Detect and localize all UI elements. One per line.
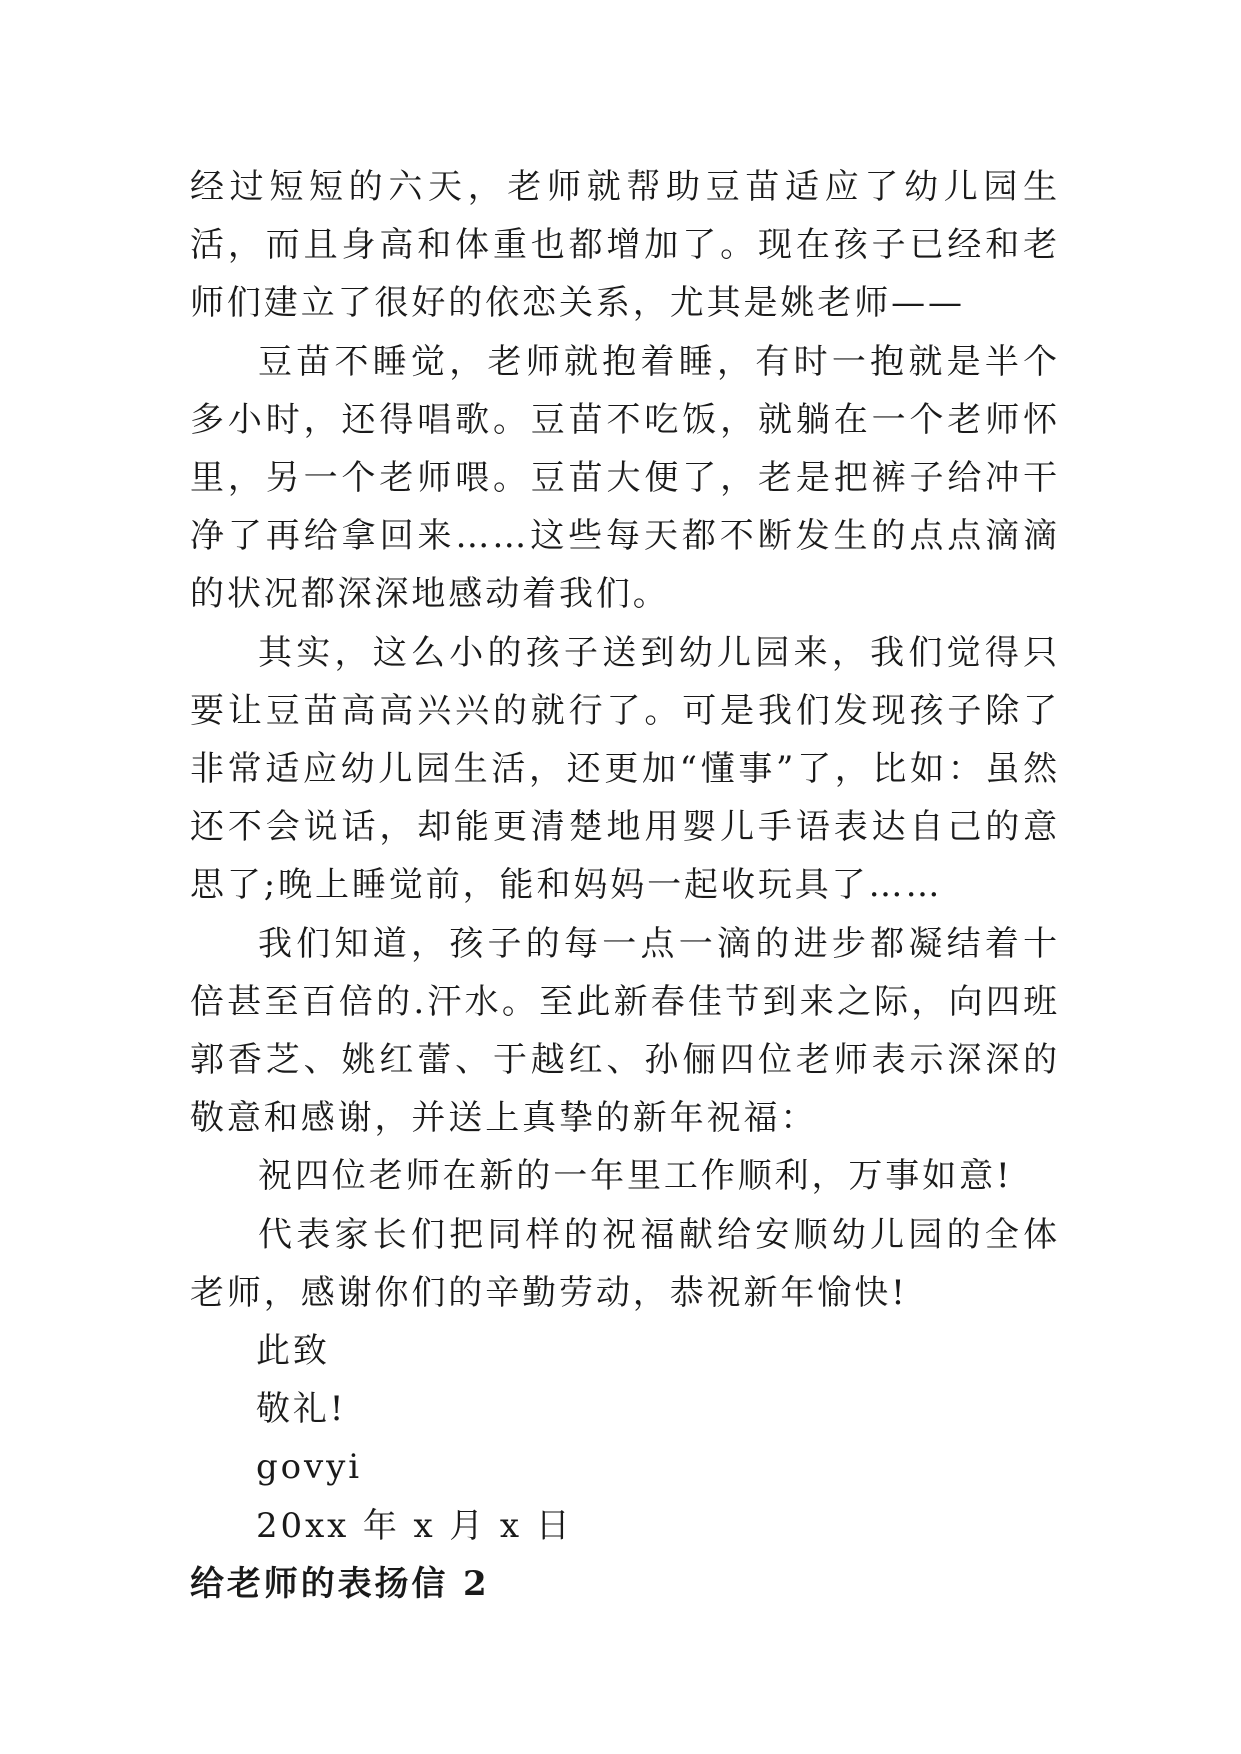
signature: govyi [256, 1447, 363, 1488]
paragraph-1: 经过短短的六天，老师就帮助豆苗适应了幼儿园生活，而且身高和体重也都增加了。现在孩子已经和老师们建立了很好的依恋关系，尤其是姚老师—— [190, 167, 1060, 324]
salutation-line-2: 敬礼! [256, 1389, 347, 1430]
paragraph-2: 豆苗不睡觉，老师就抱着睡，有时一抱就是半个多小时，还得唱歌。豆苗不吃饭，就躺在一个老师怀里，另一个老师喂。豆苗大便了，老是把裤子给冲干净了再给拿回来……这些每天都不断发生的点点滴滴的状况都深深地感动着我们。 [190, 341, 1060, 615]
salutation-line-1: 此致 [256, 1331, 330, 1372]
next-letter-heading: 给老师的表扬信 2 [190, 1563, 490, 1604]
letter-date: 20xx 年 x 月 x 日 [256, 1505, 573, 1546]
paragraph-3: 其实，这么小的孩子送到幼儿园来，我们觉得只要让豆苗高高兴兴的就行了。可是我们发现孩子除了非常适应幼儿园生活，还更加“懂事”了，比如：虽然还不会说话，却能更清楚地用婴儿手语表达自己的意思了;晚上睡觉前，能和妈妈一起收玩具了…… [190, 632, 1060, 906]
paragraph-6: 代表家长们把同样的祝福献给安顺幼儿园的全体老师，感谢你们的辛勤劳动，恭祝新年愉快! [190, 1214, 1060, 1313]
paragraph-5: 祝四位老师在新的一年里工作顺利，万事如意! [258, 1156, 1013, 1197]
paragraph-4: 我们知道，孩子的每一点一滴的进步都凝结着十倍甚至百倍的.汗水。至此新春佳节到来之际，向四班郭香芝、姚红蕾、于越红、孙俪四位老师表示深深的敬意和感谢，并送上真挚的新年祝福： [190, 923, 1060, 1139]
letter-page [190, 158, 1060, 1613]
